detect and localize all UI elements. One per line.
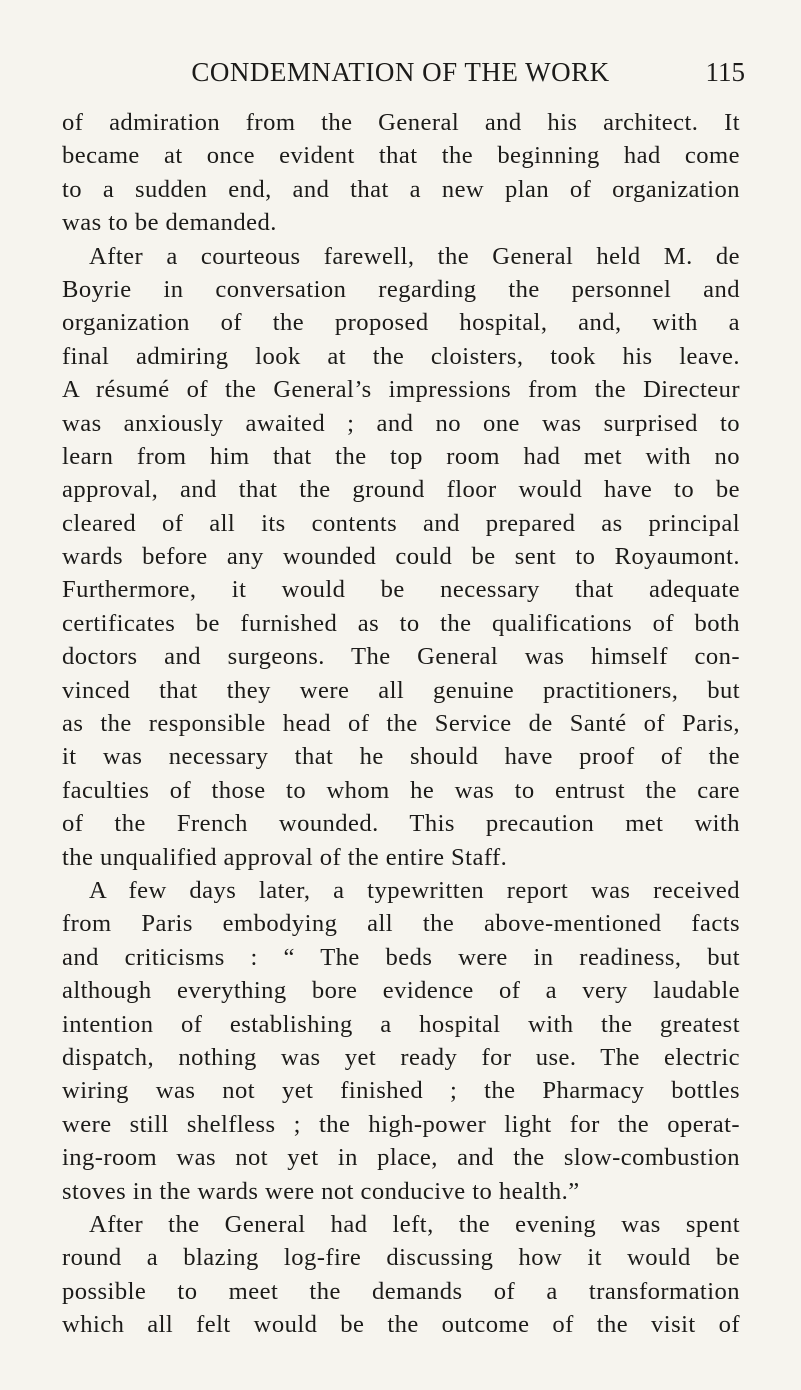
text-line: although everything bore evidence of a very laudable xyxy=(62,977,740,1005)
text-line: After the General had left, the evening was spent xyxy=(89,1210,740,1238)
text-line: wards before any wounded could be sent to Royaumont. xyxy=(62,543,740,571)
page-number: 115 xyxy=(705,57,745,87)
text-line: Boyrie in conversation regarding the personnel and xyxy=(62,275,740,303)
text-line: from Paris embodying all the above-mentioned facts xyxy=(62,910,740,938)
text-line: possible to meet the demands of a transformation xyxy=(62,1277,740,1305)
text-line: was anxiously awaited ; and no one was surprised to xyxy=(62,409,740,437)
text-line: learn from him that the top room had met with no xyxy=(62,442,740,470)
running-title: CONDEMNATION OF THE WORK xyxy=(191,57,610,87)
text-line: were still shelfless ; the high-power light for the operat- xyxy=(62,1110,740,1138)
text-line: was to be demanded. xyxy=(62,209,277,237)
text-line: cleared of all its contents and prepared as principal xyxy=(62,509,740,537)
text-line: ing-room was not yet in place, and the slow-combustion xyxy=(62,1144,740,1172)
text-line: of admiration from the General and his architect. It xyxy=(62,109,740,136)
text-line: final admiring look at the cloisters, took his leave. xyxy=(62,342,740,370)
text-line: intention of establishing a hospital with the greatest xyxy=(62,1010,740,1038)
text-line: vinced that they were all genuine practitioners, but xyxy=(62,676,740,704)
running-head xyxy=(0,52,801,92)
text-line: A few days later, a typewritten report was received xyxy=(89,876,740,904)
text-line: certificates be furnished as to the qualifications of both xyxy=(62,609,740,637)
text-line: dispatch, nothing was yet ready for use. The electric xyxy=(62,1043,740,1071)
text-line: approval, and that the ground floor would have to be xyxy=(62,476,740,504)
text-line: stoves in the wards were not conducive to health.” xyxy=(62,1177,580,1205)
text-line: wiring was not yet finished ; the Pharmacy bottles xyxy=(62,1077,740,1105)
text-line: and criticisms : “ The beds were in readiness, but xyxy=(62,943,740,971)
text-line: organization of the proposed hospital, and, with a xyxy=(62,309,740,337)
text-line: it was necessary that he should have proof of the xyxy=(62,743,740,771)
text-line: doctors and surgeons. The General was himself con- xyxy=(62,643,740,671)
text-line: the unqualified approval of the entire Staff. xyxy=(62,843,508,871)
text-line: of the French wounded. This precaution met with xyxy=(62,810,740,838)
text-line: round a blazing log-fire discussing how it would be xyxy=(62,1244,740,1272)
text-line: to a sudden end, and that a new plan of organization xyxy=(62,175,740,203)
text-line: which all felt would be the outcome of the visit of xyxy=(62,1311,740,1339)
text-line: faculties of those to whom he was to entrust the care xyxy=(62,776,740,804)
text-line: After a courteous farewell, the General held M. de xyxy=(89,242,740,270)
text-line: Furthermore, it would be necessary that adequate xyxy=(62,576,740,604)
text-line: as the responsible head of the Service de Santé of Paris, xyxy=(62,710,740,738)
text-line: became at once evident that the beginning had come xyxy=(62,142,740,170)
text-line: A résumé of the General’s impressions from the Directeur xyxy=(62,376,740,404)
body-text xyxy=(62,106,740,1341)
